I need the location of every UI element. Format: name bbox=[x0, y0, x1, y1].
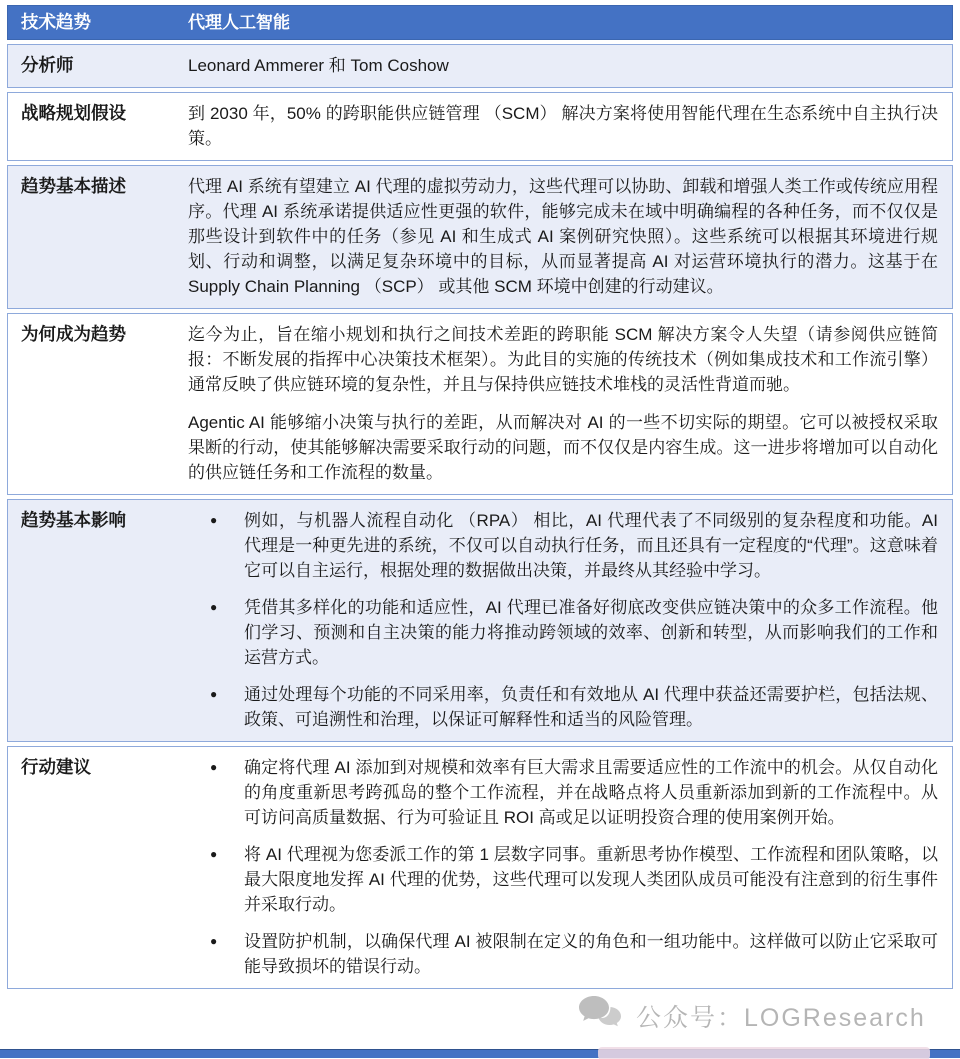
chat-bubbles-icon bbox=[578, 995, 622, 1036]
row-label: 分析师 bbox=[21, 55, 74, 75]
paragraph: Agentic AI 能够缩小决策与执行的差距，从而解决对 AI 的一些不切实际的期望。它可以被授权采取果断的行动，使其能够解决需要采取行动的问题，而不仅仅是内容生成。这一进步将增加可以自动化的供应链任务和工作流程的数量。 bbox=[188, 413, 938, 482]
row-label: 战略规划假设 bbox=[21, 103, 126, 123]
trend-table bbox=[7, 5, 953, 989]
row-label: 行动建议 bbox=[21, 757, 91, 777]
paragraph: 代理 AI 系统有望建立 AI 代理的虚拟劳动力，这些代理可以协助、卸载和增强人类工作或传统应用程序。代理 AI 系统承诺提供适应性更强的软件，能够完成未在域中明确编程的各种任务，而不仅仅是那些设计到软件中的任务（参见 AI 和生成式 AI 案例研究快照）。这些系统可以根据其环境进行规划、行动和调整，以满足复杂环境中的目标，从而显著提高 AI 对运营环境执行的潜力。这基于在 Supply Chain Planning （SCP） 或其他 SCM 环境中创建的行动建议。 bbox=[188, 177, 938, 296]
bullet-list bbox=[188, 755, 938, 979]
table-row-strategic-assumption bbox=[7, 92, 953, 161]
row-label: 趋势基本影响 bbox=[21, 510, 126, 530]
paragraph: Leonard Ammerer 和 Tom Coshow bbox=[188, 56, 449, 75]
bullet-icon: ● bbox=[210, 847, 218, 861]
bullet-item bbox=[188, 508, 938, 583]
header-cell-agentic-ai: 代理人工智能 bbox=[188, 13, 290, 32]
table-header-row bbox=[7, 5, 953, 40]
row-content bbox=[188, 174, 952, 299]
bullet-text: 通过处理每个功能的不同采用率，负责任和有效地从 AI 代理中获益还需要护栏，包括法规、政策、可追溯性和治理，以保证可解释性和适当的风险管理。 bbox=[244, 685, 938, 729]
bullet-item bbox=[188, 842, 938, 917]
row-label: 为何成为趋势 bbox=[21, 324, 126, 344]
table-row-trend-description bbox=[7, 165, 953, 309]
bullet-icon: ● bbox=[210, 934, 218, 948]
watermark-pink-patch bbox=[598, 1047, 930, 1059]
table-row-analyst bbox=[7, 44, 953, 88]
bullet-item bbox=[188, 682, 938, 732]
bullet-text: 将 AI 代理视为您委派工作的第 1 层数字同事。重新思考协作模型、工作流程和团队策略，以最大限度地发挥 AI 代理的优势，这些代理可以发现人类团队成员可能没有注意到的衍生事件并采取行动。 bbox=[244, 845, 938, 914]
row-label: 趋势基本描述 bbox=[21, 176, 126, 196]
bullet-text: 凭借其多样化的功能和适应性，AI 代理已准备好彻底改变供应链决策中的众多工作流程。他们学习、预测和自主决策的能力将推动跨领域的效率、创新和转型，从而影响我们的工作和运营方式。 bbox=[244, 598, 938, 667]
bullet-text: 设置防护机制，以确保代理 AI 被限制在定义的角色和一组功能中。这样做可以防止它采取可能导致损坏的错误行动。 bbox=[244, 932, 938, 976]
bullet-text: 确定将代理 AI 添加到对规模和效率有巨大需求且需要适应性的工作流中的机会。从仅自动化的角度重新思考跨孤岛的整个工作流程，并在战略点将人员重新添加到新的工作流程中。从可访问高质量数据、行为可验证且 ROI 高或足以证明投资合理的使用案例开始。 bbox=[244, 758, 938, 827]
bullet-list bbox=[188, 508, 938, 732]
table-row-why-trending bbox=[7, 313, 953, 495]
table-bottom-bar bbox=[0, 1049, 960, 1058]
table-row-recommended-actions bbox=[7, 746, 953, 989]
bullet-icon: ● bbox=[210, 513, 218, 527]
row-content bbox=[188, 101, 952, 151]
paragraph: 到 2030 年，50% 的跨职能供应链管理 （SCM） 解决方案将使用智能代理在生态系统中自主执行决策。 bbox=[188, 104, 938, 148]
row-content bbox=[188, 755, 952, 979]
row-content bbox=[188, 53, 952, 78]
watermark-text: 公众号：LOGResearch bbox=[636, 1003, 926, 1032]
bullet-icon: ● bbox=[210, 687, 218, 701]
bullet-item bbox=[188, 595, 938, 670]
bullet-text: 例如，与机器人流程自动化 （RPA） 相比，AI 代理代表了不同级别的复杂程度和功能。AI 代理是一种更先进的系统，不仅可以自动执行任务，而且还具有一定程度的“代理”。这意味着它可以自主运行，根据处理的数据做出决策，并最终从其经验中学习。 bbox=[244, 511, 938, 580]
watermark bbox=[578, 995, 926, 1036]
header-cell-tech-trend: 技术趋势 bbox=[21, 12, 91, 32]
bullet-item bbox=[188, 755, 938, 830]
bullet-icon: ● bbox=[210, 600, 218, 614]
paragraph: 迄今为止，旨在缩小规划和执行之间技术差距的跨职能 SCM 解决方案令人失望（请参阅供应链简报：不断发展的指挥中心决策技术框架）。为此目的实施的传统技术（例如集成技术和工作流引擎）通常反映了供应链环境的复杂性，并且与保持供应链技术堆栈的灵活性背道而驰。 bbox=[188, 325, 938, 394]
row-content bbox=[188, 508, 952, 732]
table-row-trend-impact bbox=[7, 499, 953, 742]
bullet-item bbox=[188, 929, 938, 979]
row-content bbox=[188, 322, 952, 485]
bullet-icon: ● bbox=[210, 760, 218, 774]
